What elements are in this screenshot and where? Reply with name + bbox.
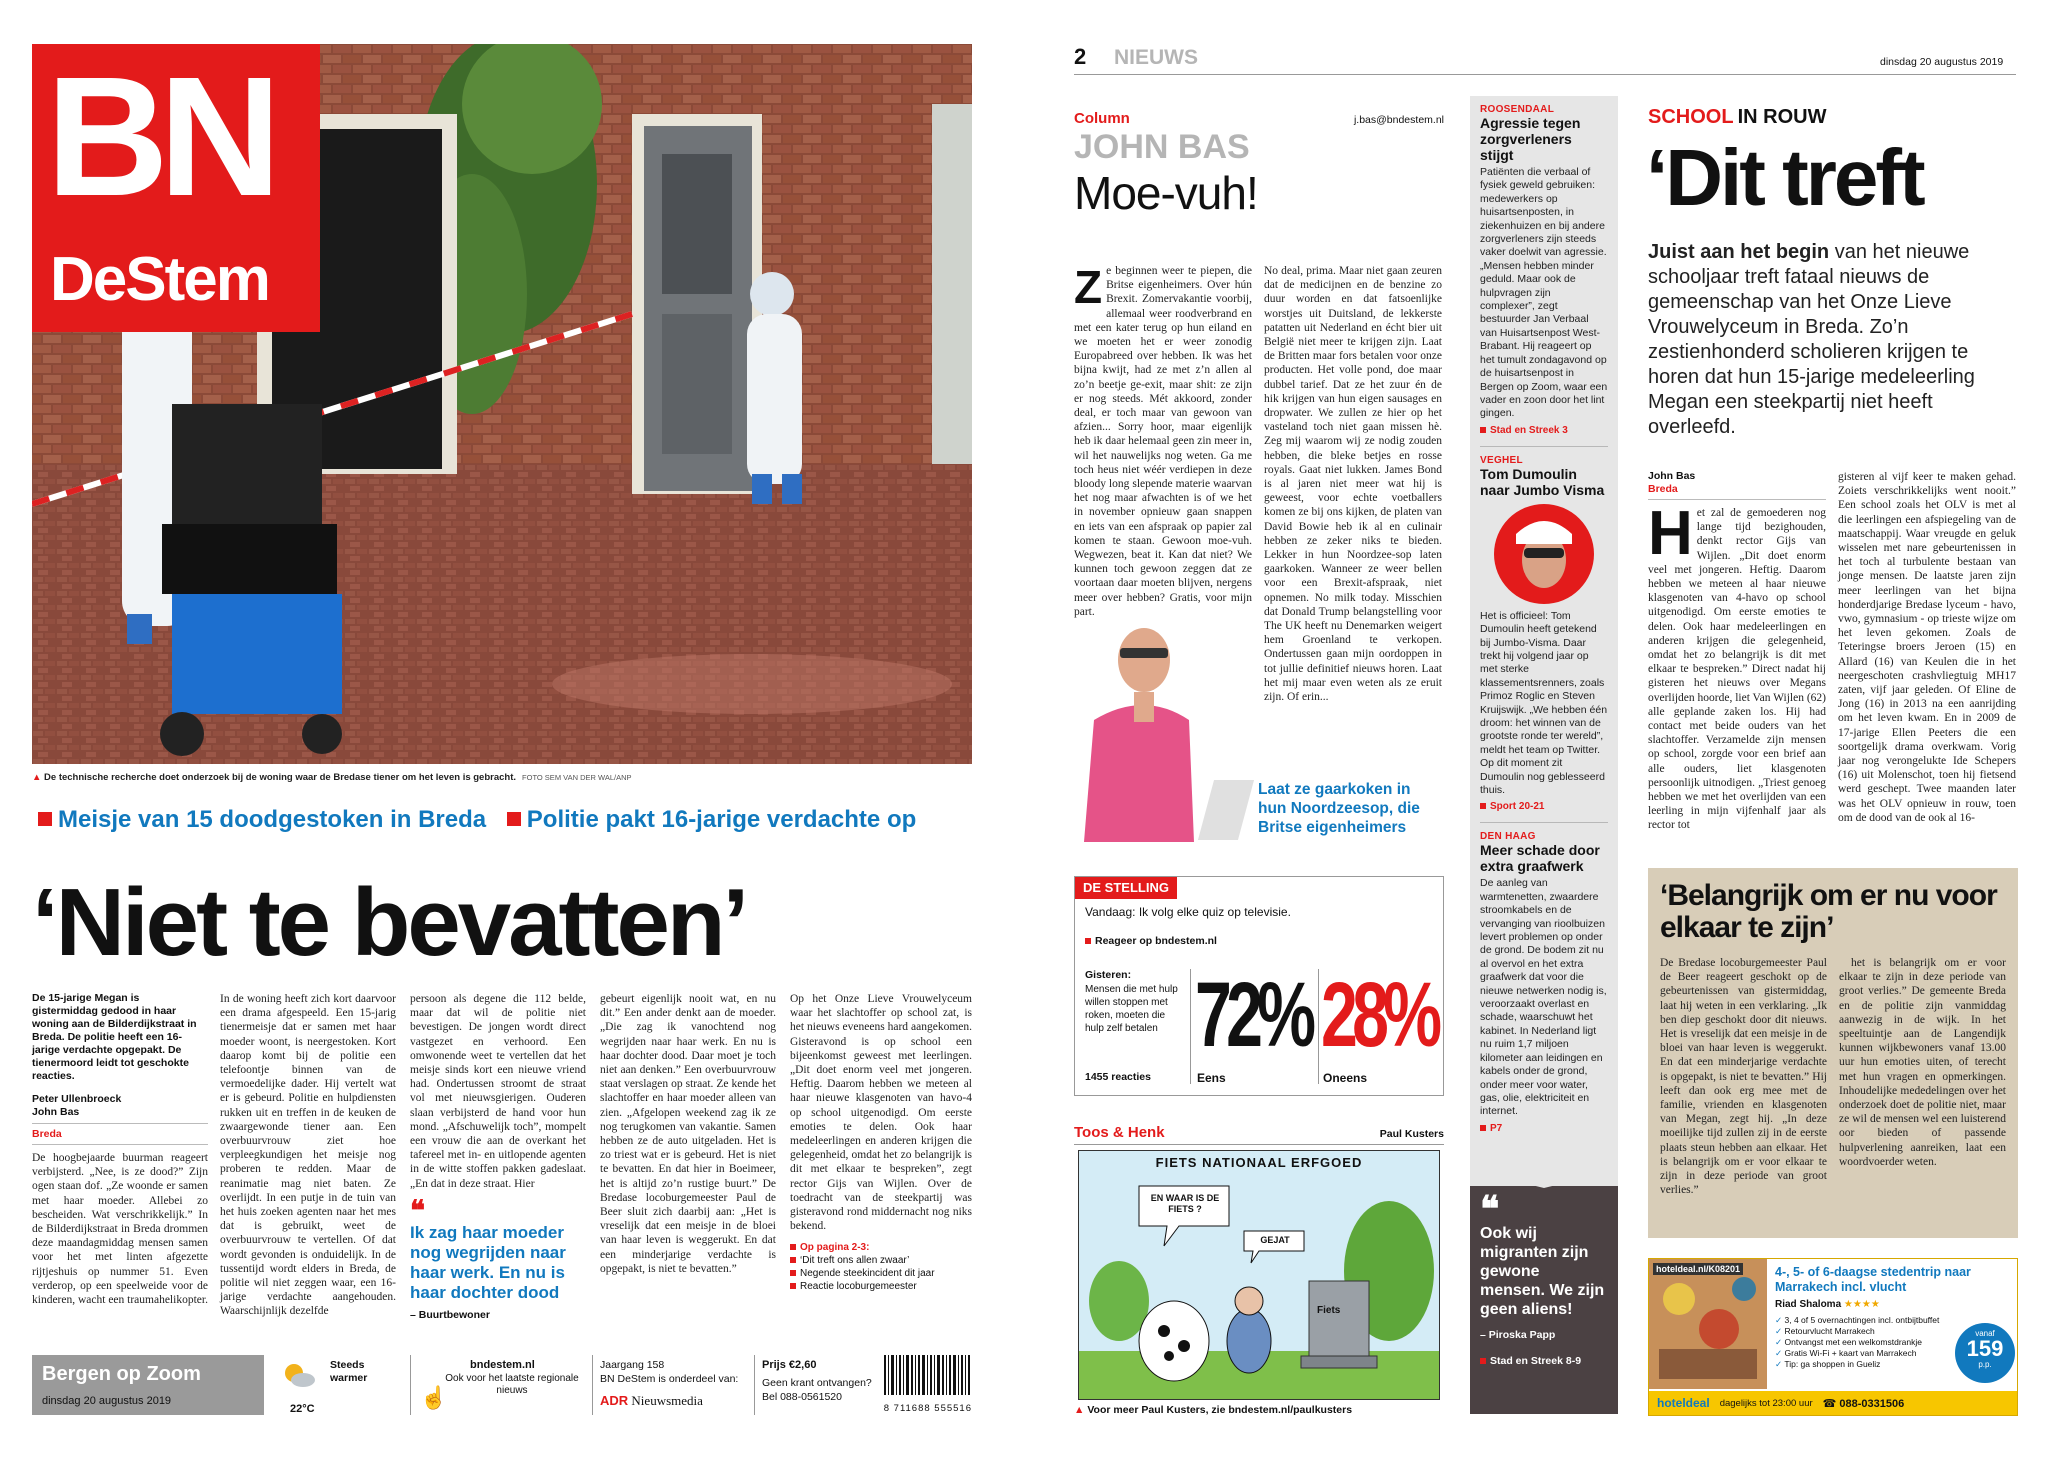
sidebar-headline: Meer schade door extra graafwerk (1480, 842, 1600, 875)
column-quote-text: Laat ze gaarkoken in hun Noordzeesop, die Britse eigenheimers (1258, 781, 1420, 836)
story-col-1-text: et zal de gemoederen nog lange tijd bezighouden, denkt rector Gijs van Wijlen. „Dit doet enorm veel met jongeren. Heftig. Daarom hebben we meteen al haar nieuwe klasgenoten van 4-havo op school uitgenodigd. Om eerste emoties te delen. Ook haar medeleerlingen en anderen krijgen die gelegenheid, omdat het zo belangrijk is dit met elkaar te bespreken.” Direct nadat hij gisteren het nieuws over Megans overlijden hoorde, liet Van Wijlen (62) alle geplande zaken los. Hij had contact met beide ouders van het slachtoffer. Verzamelde zijn mensen op school, zorgde voor een brief aan alle ouders, liet klasgenoten persoonlijk uitnodigen. „Triest genoeg hebben we met het overlijden van een leerling in mijn vijfenhalf jaar als rector tot (1648, 507, 1826, 832)
weather-icon (282, 1361, 312, 1387)
front-headline: ‘Niet te bevatten’ (32, 869, 747, 976)
sidebar-text: Patiënten die verbaal of fysiek geweld gebruiken: medewerkers op huisartsenposten, in ziekenhuizen en bij andere zorgverleners zijn steeds vaker doelwit van agressie. „Mensen hebben minder geduld. Maar ook de hulpvragen zijn complexer”, zegt bestuurder Jan Verbaal van Huisartsenpost West-Brabant. Hij reageert op het tumult zondagavond op de huisartsenpost in Bergen op Zoom, waar een vader en zoon door het lint gingen. (1480, 166, 1608, 420)
ad-photo (1649, 1259, 1767, 1389)
barcode (882, 1355, 972, 1401)
poll-reactions: 1455 reacties (1085, 1071, 1151, 1083)
see-also-item[interactable]: Negende steekincident dit jaar (790, 1267, 972, 1280)
sidebar-ref[interactable]: Stad en Streek 3 (1480, 425, 1608, 436)
column-header (1074, 110, 1444, 221)
price: Prijs €2,60 (762, 1359, 817, 1371)
section-title: NIEUWS (1114, 46, 1198, 69)
reaction-col-1: De Bredase locoburgemeester Paul de Beer reageert geschokt op de gebeurtenissen van gistermiddag, laat hij weten in een verklaring. „Ik ben diep geschokt door dit nieuws. Het is vreselijk dat een meisje in de bloei van haar leven is weggerukt. En dat een minderjarige verdachte is opgepakt, is niet te bevatten.” Hij leeft dan ook erg mee met de familie, vrienden en klasgenoten van Megan, zegt hij. „In deze moeilijke tijd zullen zij in de eerste plaats steun hebben aan elkaar. Het is belangrijk om er voor elkaar te zijn in deze periode van groot verlies.” (1660, 957, 1827, 1197)
story-headline: ‘Dit treft (1646, 133, 1923, 222)
poll-yesterday-statement: Mensen die met hulp willen stoppen met roken, moeten die hulp zelf betalen (1085, 984, 1178, 1034)
see-also-list: Op pagina 2-3: ‘Dit treft ons allen zwaar’ Negende steekincident dit jaar Reactie locoburgemeester (790, 1241, 972, 1293)
dateline: Breda (32, 1128, 62, 1140)
hoteldeal-ad[interactable] (1648, 1258, 2018, 1416)
phone: Bel 088-0561520 (762, 1391, 842, 1403)
column-email[interactable]: j.bas@bndestem.nl (1353, 114, 1444, 126)
sidebar-place: VEGHEL (1480, 454, 1523, 466)
page-number: 2 (1074, 44, 1087, 69)
front-kickers (38, 806, 916, 834)
front-footer (32, 1355, 972, 1425)
logo-destem: DeStem (50, 245, 269, 314)
dumoulin-photo (1494, 504, 1594, 604)
sidebar-ref[interactable]: P7 (1480, 1123, 1608, 1134)
cartoon-header (1074, 1124, 1444, 1145)
column-col-1-text: e beginnen weer te piepen, die Britse eigenheimers. Over hún Brexit. Zomervakantie voorbij, allemaal weer roodverbrand en met een kater terug op hun eiland en we moeten het er weer zonodig Europabreed over hebben. Ik was het bijna kwijt, had ze met z’n allen al zo’n beetje ge-exit, maar shit: ze zijn er nog steeds. Mét akkoord, zonder deal, er toch maar van gewoon van afzien... Sorry hoor, maar eigenlijk heb ik daar helemaal geen zin meer in, wil het nauwelijks nog weten. Ga me toch heus niet wéér verdiepen in deze bloody long slepende materie waarvan het nog maar afwachten is of we het in november opnieuw gaan snappen en iets van een afspraak op papier zal komen te staan. Gewoon moe-vuh. Wegwezen, beat it. Kan dat niet? We kunnen toch gewoon zeggen dat ze voortaan daar moeten blijven, nergens meer over hebben? Gratis, voor mijn part. (1074, 265, 1252, 618)
front-col-4-text: gebeurt eigenlijk nooit wat, en nu dit.” Een ander denkt aan de moeder. „Die zag ik vanochtend nog wegrijden naar haar werk. En nu is haar dochter dood. Daar moet je toch niet aan denken.” Een overbuurvrouw staat verslagen op straat. Ze kende het slachtoffer en haar moeder alleen van zien. „Afgelopen weekend zag ik ze nog terugkomen van vakantie. Samen hebben ze de auto uitgeladen. Het is zo triest wat er is gebeurd. Het is niet te bevatten. En dat hier in Boeimeer, het is altijd zo’n rustige buurt.” De Bredase locoburgemeester Paul de Beer sluit zich daarbij aan: „Het is vreselijk dat een meisje in de bloei van haar leven is weggerukt. En dat een minderjarige verdachte is opgepakt, is niet te bevatten.” (600, 993, 776, 1275)
column-title: Moe-vuh! (1074, 167, 1258, 219)
reaction-box (1648, 868, 2018, 1238)
cartoon-caption[interactable]: ▲ Voor meer Paul Kusters, zie bndestem.nl/paulkusters (1074, 1404, 1353, 1416)
story-dropcap: H (1648, 499, 1693, 568)
kicker-1: Meisje van 15 doodgestoken in Breda (58, 806, 487, 833)
poll-label-box: DE STELLING (1075, 877, 1177, 899)
front-col-2 (220, 992, 396, 1319)
photo-caption: ▲ De technische recherche doet onderzoek bij de woning waar de Bredase tiener om het leven is gebracht. FOTO SEM VAN DER WAL/ANP (32, 772, 632, 783)
pull-quote: Ik zag haar moeder nog wegrijden naar haar werk. En nu is haar dochter dood (410, 1222, 566, 1302)
pull-quote-source: Buurtbewoner (418, 1308, 490, 1321)
quote-mark-icon: ❝ (1480, 1188, 1500, 1229)
column-col-2-text: No deal, prima. Maar niet gaan zeuren dat de medicijnen en de benzine zo duur worden en dat fatsoenlijke worstjes uit Duitsland, de lekkerste patatten uit Nederland en écht bier uit België niet meer te krijgen zijn. Laat de Britten maar fors betalen voor onze producten. Het volle pond, doe maar dubbel tarief. Dat ze het zuur én de hik krijgen van hun eigen sausages en dropwater. We zullen ze hier op het vasteland toch niet gaan missen hè. Zeg mij waarom wij ze nodig zouden hebben, die bleke betjes en rosse royals. Gaat niet lukken. James Bond is al jaren niet meer wat hij is geweest, voor echte voetballers komen ze bij ons kijken, de platen van David Bowie heb ik al en culinair hebben ze zeker niks te bieden. Lekker in hun Noordzee-sop laten gaarkoken. Wanneer ze weer bellen voor een Brexit-afspraak, niet opnemen. No milk today. Misschien dat Donald Trump belangstelling voor The UK heeft nu Denemarken weigert hem Groenland te verkopen. Ondertussen gaan mijn oordoppen in tot jullie definitief nieuws horen. Laat het mij maar even weten als ze eruit zijn. Of erin... (1264, 265, 1442, 704)
cartoon-title: FIETS NATIONAAL ERFGOED (1155, 1155, 1363, 1170)
cartoon-artist: Paul Kusters (1379, 1128, 1444, 1140)
column-col-2 (1264, 264, 1442, 704)
front-col-4 (600, 992, 776, 1276)
publisher-logo: ADR Nieuwsmedia (600, 1393, 703, 1408)
poll-yes-label: Eens (1197, 1071, 1226, 1085)
story-kicker: SCHOOL IN ROUW (1648, 106, 1827, 128)
sidebar-quote-ref[interactable]: Stad en Streek 8-9 (1470, 1341, 1618, 1367)
front-col-3-text: persoon als degene die 112 belde, maar dat wil de politie niet bevestigen. De jongen wordt direct vastgezet en verhoord. Een omwonende weet te vertellen dat het meisje sinds kort een nieuwe vriend had. Ondertussen stroomt de straat vol met nieuwsgierigen. Ouderen slaan verbijsterd de hand voor hun mond. „Afschuwelijk toch”, mompelt een vrouw die aan de overkant het tafereel met in- en uitlopende agenten in de witte stoffen pakken gadeslaat. „En dat in deze straat. Hier (410, 993, 586, 1190)
page-date: dinsdag 20 augustus 2019 (1880, 56, 2004, 68)
quote-mark-icon: ❝ (410, 1194, 426, 1226)
sidebar-ref[interactable]: Sport 20-21 (1480, 801, 1608, 812)
poll-yes-pct: 72% (1195, 964, 1311, 1066)
news-sidebar (1470, 96, 1618, 1414)
cartoon-panel (1078, 1150, 1440, 1400)
story-col-2 (1838, 470, 2016, 825)
front-intro: De 15-jarige Megan is gistermiddag gedood in haar woning aan de Bilderdijkstraat in Breda. De politie heeft een 16-jarige verdachte opgepakt. De tienermoord leidt tot geschokte reacties. (32, 992, 197, 1082)
see-also-item[interactable]: ‘Dit treft ons allen zwaar’ (790, 1254, 972, 1267)
bn-destem-logo (32, 44, 320, 332)
ad-hotel: Riad Shaloma ★★★★ (1775, 1299, 1880, 1310)
front-col-5 (790, 992, 972, 1293)
ad-title: 4-, 5- of 6-daagse stedentrip naar Marrakech incl. vlucht (1775, 1265, 1971, 1294)
column-label: Column (1074, 110, 1130, 127)
barcode-number: 8 711688 555516 (883, 1403, 972, 1414)
site-link[interactable]: bndestem.nl (470, 1359, 535, 1371)
owner: BN DeStem is onderdeel van: (600, 1373, 739, 1385)
poll-no-label: Oneens (1323, 1071, 1368, 1085)
reaction-col-2: het is belangrijk om er voor elkaar te zijn in deze periode van groot verlies.” De gemeente Breda en de politie zijn vanmiddag aanwezig in de wijk. In het speeltuintje aan de Langendijk kunnen wijkbewoners vanaf 13.00 uur hun emoties uiten, of terecht met hun vragen en opmerkingen. Inhoudelijke mededelingen over het onderzoek doet de politie niet, maar ze wil de mensen wel een luisterend oor bieden of passende hulpverlening aanreiken, laat een woordvoerder weten. (1839, 957, 2006, 1168)
see-also-item[interactable]: Reactie locoburgemeester (790, 1280, 972, 1293)
cartoon-bubble-1: EN WAAR IS DE FIETS ? (1150, 1193, 1220, 1214)
column-col-1 (1074, 261, 1252, 619)
edition-date: dinsdag 20 augustus 2019 (42, 1395, 172, 1407)
volume: Jaargang 158 (600, 1359, 665, 1371)
cartoon-bubble-2: GEJAT (1260, 1235, 1290, 1245)
edition-city: Bergen op Zoom (42, 1363, 201, 1385)
story-lead: Juist aan het begin van het nieuwe schooljaar treft fataal nieuws de gemeenschap van het Onze Lieve Vrouwelyceum in Breda. Zo’n zestienhonderd scholieren krijgen te horen dat hun 15-jarige medeleerling Megan een steekpartij niet heeft overleefd. (1648, 241, 1975, 438)
photo-credit: FOTO SEM VAN DER WAL/ANP (522, 773, 632, 782)
kicker-2: Politie pakt 16-jarige verdachte op (526, 806, 917, 833)
ad-site[interactable]: hoteldeal.nl/K08201 (1653, 1263, 1743, 1275)
poll-box (1074, 876, 1444, 1096)
sidebar-headline: Tom Dumoulin naar Jumbo Visma (1480, 465, 1605, 498)
weather-temp: 22°C (290, 1403, 315, 1415)
column-quote (1216, 780, 1442, 837)
front-col-1-text: De hoogbejaarde buurman reageert verbijsterd. „Nee, is ze dood?” Zijn ogen staan dof. „Ze woonde er samen met haar moeder. Allebei zo bescheiden. Wat verschrikkelijk.” In de Bilderdijkstraat in Breda drommen deze maandagmiddag mensen samen voor het met linten afgezette rijtjeshuis op nummer 51. Even verderop, op een speelweide voor de kinderen, wacht een traumahelikopter. (32, 1152, 208, 1307)
story-author: John Bas (1648, 470, 1696, 482)
front-col-2-text: In de woning heeft zich kort daarvoor een drama afgespeeld. Een 15-jarig tienermeisje dat er samen met haar moeder woont, is neergestoken. Kort daarop komt bij de politie een telefoontje binnen van de vermoedelijke dader. Hij vertelt wat er is gebeurd. Politie en hulpdiensten rukken uit en treffen in de keuken de zwaargewonde tiener aan. Een overbuurvrouw ziet hoe verpleegkundigen het meisje nog proberen te redden. Maar de reanimatie mag niet baten. Ze overlijdt. In een putje in de tuin van het huis zoeken agenten naar het mes dat is gebruikt, weet de overbuurvrouw te vertellen. Of dat wordt gevonden is onduidelijk. In de tussentijd wordt elders in Breda, de politie wil niet zeggen waar, een 16-jarige verdachte aangehouden. Waarschijnlijk dezelfde (220, 993, 396, 1318)
poll-no-pct: 28% (1321, 964, 1437, 1066)
front-col-3: persoon als degene die 112 belde, maar dat wil de politie niet bevestigen. De jongen wordt direct vastgezet en verhoord. Een omwonende weet te vertellen dat het meisje sinds kort een nieuwe vriend had. Ondertussen stroomt de straat vol met nieuwsgierigen. Ouderen slaan verbijsterd de hand voor hun mond. „Afschuwelijk toch”, mompelt een vrouw die aan de overkant het tafereel met in- en uitlopende agenten in de witte stoffen pakken gadeslaat. „En dat in deze straat. Hier ❝ Ik zag haar moeder nog wegrijden naar haar werk. En nu is haar dochter dood – Buurtbewoner (410, 993, 586, 1321)
story-col-2-text: gisteren al vijf keer te maken gehad. Zoiets verschrikkelijks went nooit.” Een school zoals het OLV is met al die leerlingen een afspiegeling van de maatschappij. Waar vreugde en geluk wisselen met nare gebeurtenissen in het toch al turbulente bestaan van jonge mensen. De laatste jaren zijn meer leerlingen van het bijna honderdjarige Bredase lyceum - havo, vwo, gymnasium - op trieste wijze om het leven gekomen. Zoals de Teteringse broers Jeroen (15) en Allard (16) van Keulen die in het neergeschoten crashvliegtuig MH17 zaten, vijf jaar geleden. Of Eline de Jong (16) in 2013 na een aanrijding om het leven kwam. En in 2009 de 17-jarige Ellen Peeters die een soortgelijk drama overkwam. Vorig jaar nog verongelukte Ide Schepers (16) uit Molenschot, toen hij fietsend werd geschept. Twee maanden later was het OLV opnieuw in rouw, toen om de dood van de ook al 16- (1838, 471, 2016, 824)
ad-footer (1649, 1391, 2017, 1415)
sidebar-text: De aanleg van warmtenetten, zwaardere stroomkabels en de vervanging van rioolbuizen levert problemen op onder de grond. De bodem zit nu al overvol en het extra graafwerk dat voor die nieuwe netwerken nodig is, veroorzaakt overlast en schade, waarschuwt het kabinet. In Nederland ligt nu ruim 1,7 miljoen kilometer aan leidingen en kabels onder de grond, onder meer voor water, gas, olie, elektriciteit en internet. (1480, 877, 1607, 1118)
site-subtext: Ook voor het laatste regionale nieuws (445, 1373, 579, 1396)
ad-bullets: ✓ 3, 4 of 5 overnachtingen incl. ontbijtbuffet ✓ Retourvlucht Marrakech ✓ Ontvangst met een welkomstdrankje ✓ Gratis Wi-Fi + kaart van Marrakech ✓ Tip: ga shoppen in Gueliz (1775, 1315, 1940, 1369)
sidebar-text: Het is officieel: Tom Dumoulin heeft getekend bij Jumbo-Visma. Daar trekt hij volgend jaar op met sterke klassementsrenners, zoals Primoz Roglic en Steven Kruijswijk. „We hebben één droom: het winnen van de grootste ronde ter wereld”, meldt het team op Twitter. Op dit moment zit Dumoulin nog geblesseerd thuis. (1480, 609, 1608, 796)
front-col-5-text: Op het Onze Lieve Vrouwelyceum waar het slachtoffer op school zat, is het nieuws eveneens hard aangekomen. Gisteravond is op school een bijeenkomst geweest met leerlingen. „Dit doet enorm veel met jongeren. Heftig. Daarom hebben we meteen al haar nieuwe klasgenoten van havo-4 op school uitgenodigd. Om eerste emoties te delen. Ook haar medeleerlingen en anderen krijgen die gelegenheid, omdat het zo belangrijk is dit met elkaar te bespreken”, zegt rector Gijs van Wijlen. Over de toedracht van de steekpartij was gisteravond rond middernacht nog niks bekend. (790, 993, 972, 1233)
byline-2: John Bas (32, 1106, 80, 1118)
cartoon-sign: Fiets (1317, 1305, 1341, 1316)
sidebar-quote: Ook wij migranten zijn gewone mensen. We zijn geen aliens! (1480, 1225, 1605, 1318)
ad-brand: hoteldeal (1657, 1396, 1710, 1410)
sidebar-place: ROOSENDAAL (1480, 104, 1555, 115)
poll-yesterday-label: Gisteren: (1085, 969, 1132, 981)
edition-box (32, 1355, 264, 1415)
reaction-headline: ‘Belangrijk om er nu voor elkaar te zijn’ (1660, 879, 1997, 944)
weather-label: Steeds warmer (330, 1359, 368, 1384)
sidebar-place: DEN HAAG (1480, 831, 1536, 843)
column-author: JOHN BAS (1074, 128, 1250, 166)
front-col-1 (32, 992, 208, 1307)
column-dropcap: Z (1074, 261, 1103, 313)
sidebar-quote-source: Piroska Papp (1488, 1329, 1556, 1341)
logo-bn: BN (46, 42, 272, 232)
sidebar-headline: Agressie tegen zorgverleners stijgt (1480, 115, 1581, 163)
ad-hours: dagelijks tot 23:00 uur (1719, 1397, 1813, 1409)
byline-1: Peter Ullenbroeck (32, 1093, 122, 1105)
no-paper-text: Geen krant ontvangen? (762, 1377, 872, 1389)
ad-phone[interactable]: ☎ 088-0331506 (1822, 1397, 1905, 1410)
columnist-photo (1074, 620, 1194, 842)
poll-cta[interactable]: Reageer op bndestem.nl (1085, 935, 1217, 947)
story-dateline: Breda (1648, 483, 1678, 495)
ad-price-badge: vanaf 159 p.p. (1955, 1323, 2015, 1383)
poll-statement: Vandaag: Ik volg elke quiz op televisie. (1085, 905, 1291, 919)
sidebar-quote-box: ❝ Ook wij migranten zijn gewone mensen. We zijn geen aliens! – Piroska Papp Stad en Streek 8-9 (1470, 1186, 1618, 1414)
story-col-1 (1648, 470, 1826, 833)
tap-hand-icon: ☝ (420, 1385, 448, 1410)
cartoon-label: Toos & Henk (1074, 1124, 1165, 1141)
